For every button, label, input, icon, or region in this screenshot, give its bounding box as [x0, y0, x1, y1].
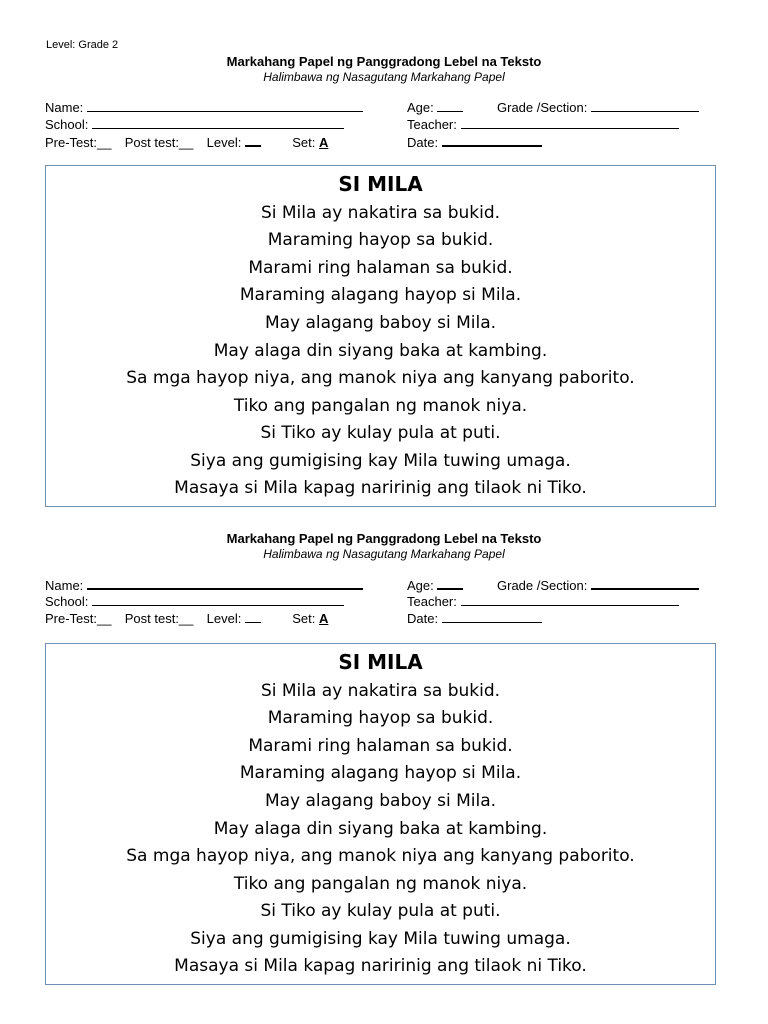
story-line: Tiko ang pangalan ng manok niya. [233, 396, 528, 416]
story-line: Sa mga hayop niya, ang manok niya ang kanyang paborito. [126, 846, 635, 866]
grade-section-line [591, 99, 699, 112]
teacher-field [407, 593, 679, 610]
story-line: May alagang baboy si Mila. [264, 791, 497, 811]
story-line: Tiko ang pangalan ng manok niya. [233, 874, 528, 894]
school-label: School: [45, 594, 89, 609]
test-field [45, 610, 328, 627]
story-line: Si Tiko ay kulay pula at puti. [260, 901, 501, 921]
story-line: Maraming alagang hayop si Mila. [239, 763, 522, 783]
school-label: School: [45, 117, 89, 132]
story-line: May alaga din siyang baka at kambing. [213, 341, 548, 361]
teacher-label: Teacher: [407, 594, 457, 609]
story-title: SI MILA [338, 650, 423, 674]
date-field [407, 610, 542, 627]
story-line: Sa mga hayop niya, ang manok niya ang kanyang paborito. [126, 368, 635, 388]
teacher-line [461, 593, 679, 606]
date-line [442, 610, 542, 623]
level-field-label: Level: [206, 135, 242, 150]
form-subtitle: Halimbawa ng Nasagutang Markahang Papel [263, 547, 505, 561]
test-field [45, 133, 328, 151]
name-label: Name: [45, 100, 84, 115]
story-line: Maraming hayop sa bukid. [267, 708, 494, 728]
story-line: Si Mila ay nakatira sa bukid. [260, 681, 501, 701]
age-label: Age: [407, 578, 434, 593]
level-label: Level: Grade 2 [46, 39, 119, 51]
story-line: Si Mila ay nakatira sa bukid. [260, 203, 501, 223]
grade-section-label: Grade /Section: [497, 100, 588, 115]
story-line: Maraming alagang hayop si Mila. [239, 285, 522, 305]
date-label: Date: [407, 135, 439, 150]
name-field [45, 99, 363, 116]
school-field [45, 116, 344, 133]
story-box-2 [45, 643, 716, 985]
level-line [245, 610, 261, 623]
story-line: May alaga din siyang baka at kambing. [213, 819, 548, 839]
story-line: Si Tiko ay kulay pula at puti. [260, 423, 501, 443]
story-line: Maraming hayop sa bukid. [267, 230, 494, 250]
form-title: Markahang Papel ng Panggradong Lebel na Teksto [226, 54, 542, 69]
grade-section-line [591, 576, 699, 590]
school-field [45, 593, 344, 610]
set-value: A [318, 135, 329, 150]
set-value: A [318, 611, 329, 626]
form-subtitle: Halimbawa ng Nasagutang Markahang Papel [263, 70, 505, 84]
posttest-label: Post test:__ [124, 611, 194, 626]
form-title: Markahang Papel ng Panggradong Lebel na Teksto [226, 531, 542, 546]
level-line [245, 133, 261, 147]
story-line: Marami ring halaman sa bukid. [248, 736, 513, 756]
name-line [87, 576, 363, 590]
story-line: Siya ang gumigising kay Mila tuwing umaga. [190, 929, 571, 949]
teacher-line [461, 116, 679, 129]
teacher-field [407, 116, 679, 133]
set-label: Set: [292, 611, 316, 626]
story-title: SI MILA [338, 172, 423, 196]
date-line [442, 133, 542, 147]
set-label: Set: [292, 135, 316, 150]
posttest-label: Post test:__ [124, 135, 194, 150]
story-line: May alagang baboy si Mila. [264, 313, 497, 333]
grade-section-field [497, 99, 699, 116]
school-line [92, 593, 344, 606]
age-line [437, 99, 463, 112]
age-field [407, 576, 463, 594]
name-field [45, 576, 363, 594]
story-line: Masaya si Mila kapag naririnig ang tilaok ni Tiko. [174, 956, 587, 976]
date-label: Date: [407, 611, 439, 626]
teacher-label: Teacher: [407, 117, 457, 132]
story-line: Siya ang gumigising kay Mila tuwing umaga. [190, 451, 571, 471]
school-line [92, 116, 344, 129]
age-label: Age: [407, 100, 434, 115]
age-line [437, 576, 463, 590]
story-box-1 [45, 165, 716, 507]
grade-section-field [497, 576, 699, 594]
grade-section-label: Grade /Section: [497, 578, 588, 593]
pretest-label: Pre-Test:__ [45, 611, 112, 626]
age-field [407, 99, 463, 116]
name-label: Name: [45, 578, 84, 593]
name-line [87, 99, 363, 112]
story-line: Marami ring halaman sa bukid. [248, 258, 513, 278]
pretest-label: Pre-Test:__ [45, 135, 112, 150]
level-field-label: Level: [206, 611, 242, 626]
date-field [407, 133, 542, 151]
story-line: Masaya si Mila kapag naririnig ang tilaok ni Tiko. [174, 478, 587, 498]
